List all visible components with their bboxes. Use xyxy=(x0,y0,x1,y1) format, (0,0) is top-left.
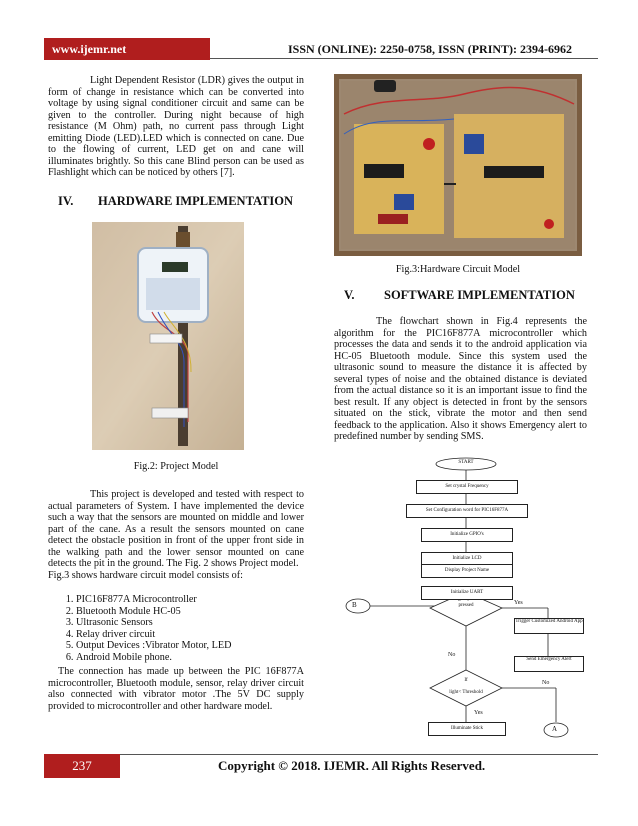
flowchart-step: Initialize LCD xyxy=(421,552,513,566)
list-item: 2. Bluetooth Module HC-05 xyxy=(76,606,332,618)
connection-paragraph: The connection has made up between the PIC 16F877A microcontroller, Bluetooth module, sensor, relay driver circuit also connected with vibrator motor .The 5V DC supply provided to microcontroller and other hardware model. xyxy=(48,666,304,712)
footer-rule xyxy=(120,754,598,755)
software-paragraph: The flowchart shown in Fig.4 represents the algorithm for the PIC16F877A microcontroller which processes the data and sends it to the android application via HC-05 Bluetooth module. Since this system used the ultrasonic sound to measure the distance it is affected by several types of noise and the obtained distance is deviated from the actual distance so it is an important issue to find the best result. If any object is detected in front by the sensors situated on the stick, vibrate the motor and then send feedback to the application. Also it shows Emergency alert to predefined number by sending SMS. xyxy=(334,316,587,443)
fig2-caption: Fig.2: Project Model xyxy=(133,461,219,472)
intro-paragraph: Light Dependent Resistor (LDR) gives the output in form of change in resistance which can be converted into voltage by using signal conditioner circuit and same can be given to the controller. During night because of high resistance (M Ohm) path, no current pass through Light emitting Diode (LED).LED which is connected on cane. Due to the flowing of current, LED get on and cane will illuminates brightly. So this cane Blind person can be used as Flashlight which can be noticed by others [7]. xyxy=(48,75,304,179)
list-item: 5. Output Devices :Vibrator Motor, LED xyxy=(76,640,332,652)
flowchart-step: Set Configuration word for PIC16F877A xyxy=(406,504,528,518)
flowchart-trigger-app: Trigger Customized Android App xyxy=(514,618,584,634)
list-item: 6. Android Mobile phone. xyxy=(76,652,332,664)
decision1-no: No xyxy=(448,652,456,658)
connector-b: B xyxy=(352,601,357,609)
page-number: 237 xyxy=(72,758,92,773)
journal-issn: ISSN (ONLINE): 2250-0758, ISSN (PRINT): 2394-6962 xyxy=(288,42,573,56)
list-item: 1. PIC16F877A Microcontroller xyxy=(76,594,332,606)
decision2-if: If xyxy=(464,678,468,683)
flowchart-decision-light: light< Threshold xyxy=(449,690,483,695)
section-5-heading: V. SOFTWARE IMPLEMENTATION xyxy=(344,288,575,302)
fig3-caption: Fig.3:Hardware Circuit Model xyxy=(395,264,521,275)
journal-url[interactable]: www.ijemr.net xyxy=(52,42,127,56)
fig2-project-model-photo xyxy=(92,222,244,450)
flowchart-start: START xyxy=(458,460,474,465)
flowchart-step: Set crystal Frequency xyxy=(416,480,518,494)
fig3-hardware-circuit-photo xyxy=(334,74,582,256)
hardware-components-list xyxy=(48,594,332,664)
flowchart-illuminate: Illuminate Stick xyxy=(428,722,506,736)
flowchart-decision-emergency: pressed xyxy=(458,602,474,608)
connector-a: A xyxy=(552,725,558,733)
flowchart-step: Display Project Name xyxy=(421,564,513,578)
decision2-no: No xyxy=(542,680,550,686)
copyright: Copyright © 2018. IJEMR. All Rights Reserved. xyxy=(218,758,486,773)
decision1-yes: Yes xyxy=(514,600,523,606)
section-4-heading: IV. HARDWARE IMPLEMENTATION xyxy=(58,194,294,208)
fig4-flowchart xyxy=(334,456,588,744)
flowchart-step: Initialize GPIO's xyxy=(421,528,513,542)
hardware-paragraph: This project is developed and tested with respect to actual parameters of System. I have implemented the device such a way that the sensors are mounted on middle and lower part of the cane. As a result the sensors mounted on cane detect the obstacle position in front of the upper front side in the walking path and the lower sensor mounted on cane detects the pit in the ground. The Fig. 2 shows Project model. Fig.3 shows hardware circuit model consists of: xyxy=(48,489,304,581)
decision2-yes: Yes xyxy=(474,710,483,716)
list-item: 3. Ultrasonic Sensors xyxy=(76,617,332,629)
header-rule xyxy=(210,58,598,59)
flowchart-step: Initialize UART xyxy=(421,586,513,600)
list-intro: Fig.3 shows hardware circuit model consists of: xyxy=(48,569,243,581)
list-item: 4. Relay driver circuit xyxy=(76,629,332,641)
flowchart-send-alert: Send Emergency Alert xyxy=(514,656,584,672)
